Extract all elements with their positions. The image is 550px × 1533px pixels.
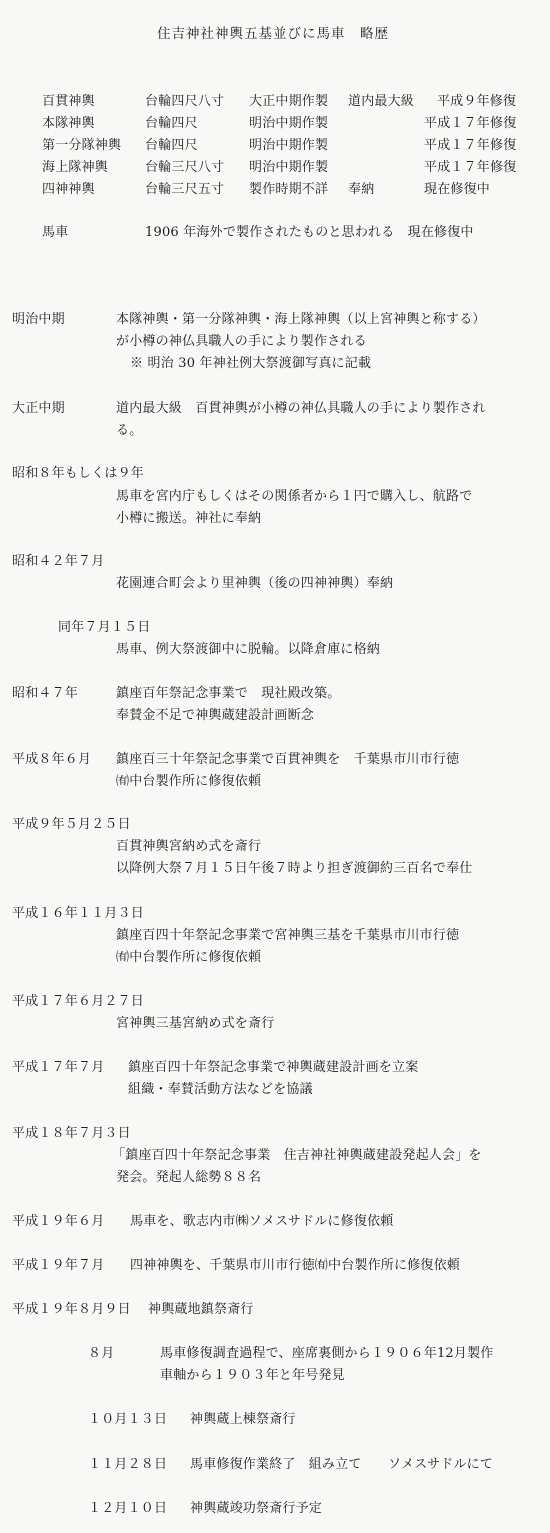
item-name: 本隊神輿 <box>42 116 95 131</box>
history-line: 宮神輿三基宮納め式を斎行 <box>116 1016 275 1031</box>
item-size: 台輪三尺五寸 <box>145 182 225 197</box>
history-line: 鎮座百四十年祭記念事業で神輿蔵建設計画を立案 <box>128 1060 419 1075</box>
history-line: 鎮座百三十年祭記念事業で百貫神輿を 千葉県市川市行徳 <box>116 752 460 767</box>
history-date: 平成１９年６月 <box>12 1214 105 1229</box>
item-made: 明治中期作製 <box>249 116 329 131</box>
history-line: 本隊神輿・第一分隊神輿・海上隊神輿（以上宮神輿と称する） <box>116 312 486 327</box>
history-line: ※ 明治 30 年神社例大祭渡御写真に記載 <box>130 356 372 371</box>
history-line: 馬車、例大祭渡御中に脱輪。以降倉庫に格納 <box>116 642 381 657</box>
history-line: 以降例大祭７月１５日午後７時より担ぎ渡御約三百名で奉仕 <box>116 861 473 876</box>
history-date: 同年７月１５日 <box>58 620 151 635</box>
item-name: 第一分隊神輿 <box>42 138 122 153</box>
item-made: 大正中期作製 <box>249 94 329 109</box>
item-status: 現在修復中 <box>424 182 491 197</box>
history-date: １１月２８日 <box>88 1457 168 1472</box>
item-name: 百貫神輿 <box>42 94 95 109</box>
history-line: 組織・奉賛活動方法などを協議 <box>128 1082 313 1097</box>
history-line: 小樽に搬送。神社に奉納 <box>116 511 262 526</box>
history-line: 「鎮座百四十年祭記念事業 住吉神社神輿蔵建設発起人会」を <box>112 1148 482 1163</box>
history-date: 大正中期 <box>12 401 65 416</box>
item-made: 明治中期作製 <box>249 160 329 175</box>
item-name: 四神神輿 <box>42 182 95 197</box>
history-date: 平成１７年６月２７日 <box>12 994 145 1009</box>
history-line: 馬車修復作業終了 組み立て ソメスサドルにて <box>190 1457 494 1472</box>
item-status: 平成１７年修復 <box>424 138 517 153</box>
history-line: 神輿蔵上棟祭斎行 <box>190 1412 296 1427</box>
carriage-name: 馬車 <box>42 225 69 240</box>
item-note: 道内最大級 <box>348 94 415 109</box>
history-line: 馬車修復調査過程で、座席裏側から１９０６年12月製作 <box>160 1346 494 1361</box>
history-date: ８月 <box>88 1346 115 1361</box>
item-size: 台輪四尺 <box>145 138 198 153</box>
history-line: 花園連合町会より里神輿（後の四神神輿）奉納 <box>116 576 394 591</box>
history-line: る。 <box>116 423 143 438</box>
document-title: 住吉神社神輿五基並びに馬車 略歴 <box>157 26 389 42</box>
history-line: 奉賛金不足で神輿蔵建設計画断念 <box>116 708 315 723</box>
history-line: 馬車を宮内庁もしくはその関係者から１円で購入し、航路で <box>116 489 473 504</box>
item-size: 台輪四尺 <box>145 116 198 131</box>
history-line: 馬車を、歌志内市㈱ソメスサドルに修復依頼 <box>130 1214 394 1229</box>
history-line: ㈲中台製作所に修復依頼 <box>116 774 262 789</box>
item-name: 海上隊神輿 <box>42 160 109 175</box>
history-date: 平成１８年７月３日 <box>12 1126 131 1141</box>
history-date: １０月１３日 <box>88 1412 168 1427</box>
item-status: 平成１７年修復 <box>424 160 517 175</box>
history-line: 鎮座百四十年祭記念事業で宮神輿三基を千葉県市川市行徳 <box>116 928 460 943</box>
history-date: 平成１９年８月９日 <box>12 1302 131 1317</box>
history-date: 平成１７年７月 <box>12 1060 105 1075</box>
history-date: 平成８年６月 <box>12 752 92 767</box>
history-date: 平成１６年１１月３日 <box>12 906 145 921</box>
history-line: が小樽の神仏具職人の手により製作される <box>116 334 367 349</box>
history-date: １２月１０日 <box>88 1501 168 1516</box>
history-line: 百貫神輿宮納め式を斎行 <box>116 839 262 854</box>
history-line: 神輿蔵地鎮祭斎行 <box>148 1302 254 1317</box>
item-status: 平成９年修復 <box>437 94 517 109</box>
history-date: 明治中期 <box>12 312 65 327</box>
history-line: 四神神輿を、千葉県市川市行徳㈲中台製作所に修復依頼 <box>130 1258 461 1273</box>
history-date: 昭和８年もしくは９年 <box>12 466 145 481</box>
item-made: 製作時期不詳 <box>249 182 329 197</box>
item-status: 平成１７年修復 <box>424 116 517 131</box>
history-date: 昭和４２年７月 <box>12 554 105 569</box>
history-date: 平成９年５月２５日 <box>12 817 131 832</box>
history-line: 神輿蔵竣功祭斎行予定 <box>190 1501 323 1516</box>
history-line: 鎮座百年祭記念事業で 現社殿改築。 <box>116 686 341 701</box>
history-line: ㈲中台製作所に修復依頼 <box>116 950 262 965</box>
item-size: 台輪四尺八寸 <box>145 94 225 109</box>
history-date: 平成１９年７月 <box>12 1258 105 1273</box>
item-made: 明治中期作製 <box>249 138 329 153</box>
carriage-desc: 1906 年海外で製作されたものと思われる 現在修復中 <box>145 225 474 240</box>
item-note: 奉納 <box>348 182 375 197</box>
history-line: 発会。発起人総勢８８名 <box>116 1170 262 1185</box>
history-line: 車軸から１９０３年と年号発見 <box>160 1368 345 1383</box>
history-line: 道内最大級 百貫神輿が小樽の神仏具職人の手により製作され <box>116 401 486 416</box>
item-size: 台輪三尺八寸 <box>145 160 225 175</box>
history-date: 昭和４７年 <box>12 686 79 701</box>
